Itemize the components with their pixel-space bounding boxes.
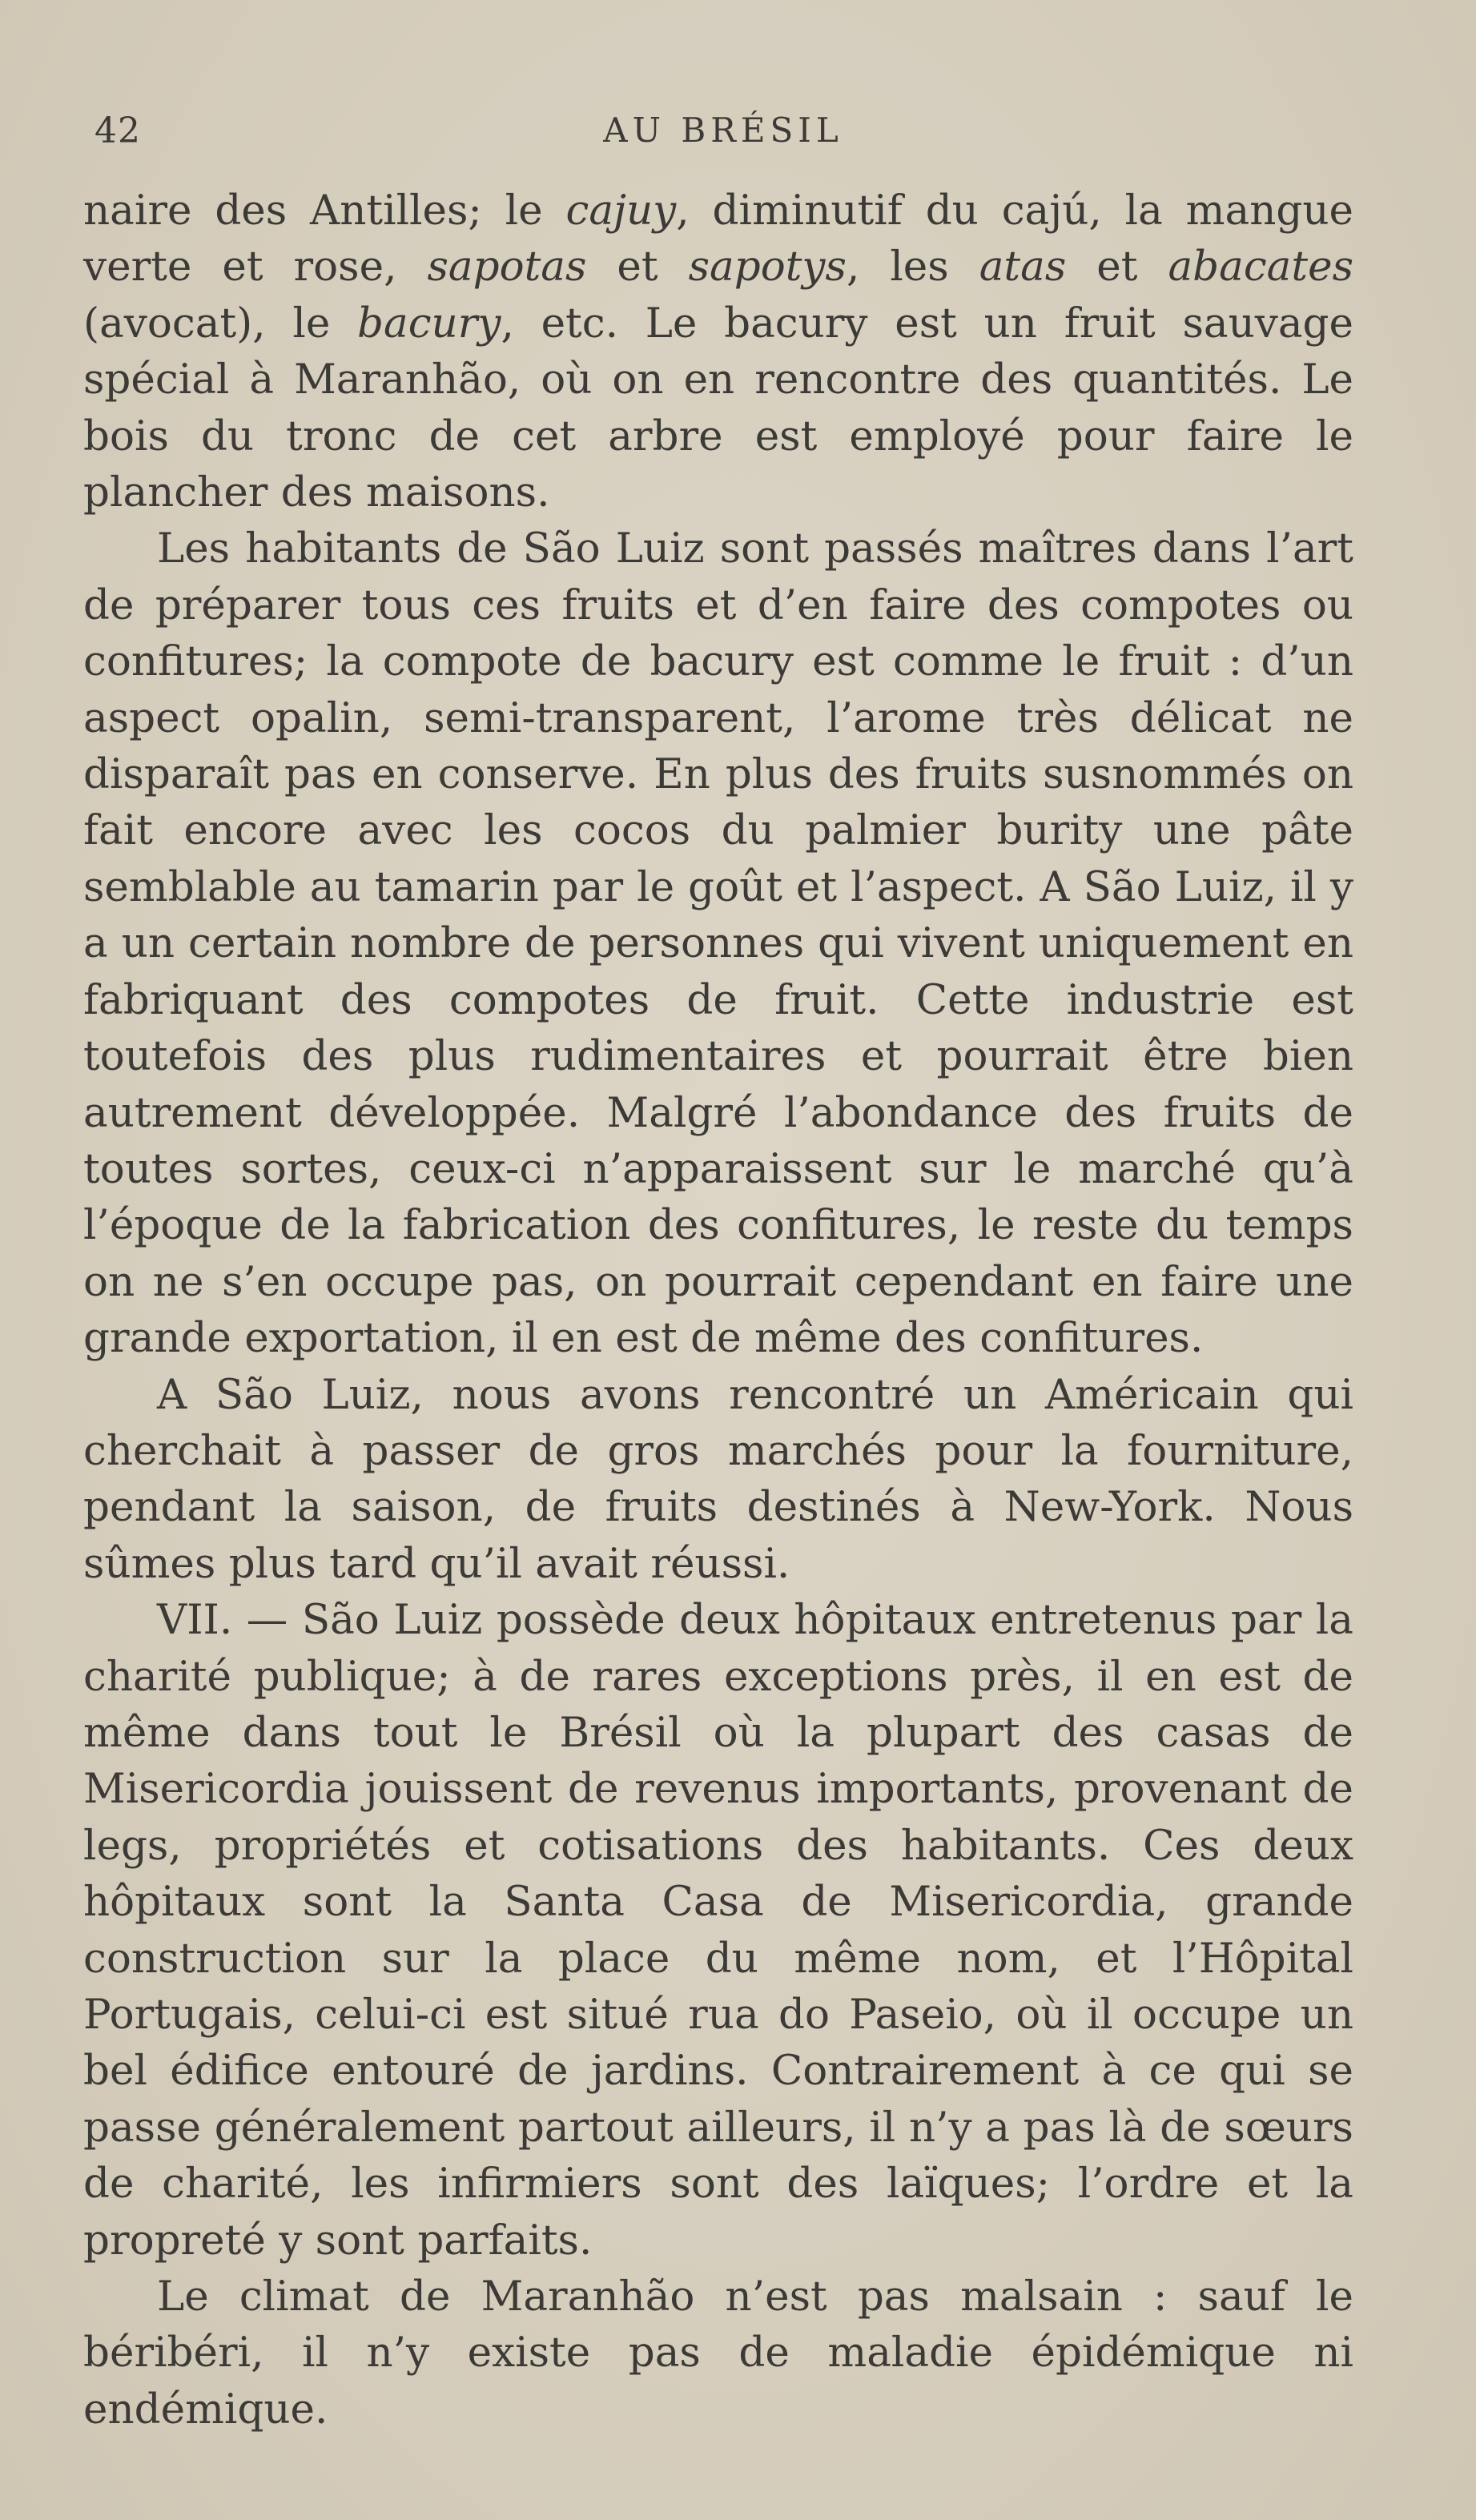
running-title: AU BRÉSIL [603, 111, 843, 150]
body-text [83, 183, 1353, 2438]
paragraph-2: Les habitants de São Luiz sont passés maîtres dans l’art de préparer tous ces fruits et d’en faire des compotes ou confitures; la compote de bacury est comme le fruit : d’un aspect opalin, semi-transparent, l’arome très délicat ne disparaît pas en conserve. En plus des fruits susnommés on fait encore avec les cocos du palmier burity une pâte semblable au tamarin par le goût et l’aspect. A São Luiz, il y a un certain nombre de personnes qui vivent uniquement en fabriquant des compotes de fruit. Cette industrie est toutefois des plus rudimentaires et pourrait être bien autrement développée. Malgré l’abondance des fruits de toutes sortes, ceux-ci n’apparaissent sur le marché qu’à l’époque de la fabrication des confitures, le reste du temps on ne s’en occupe pas, on pourrait cependant en faire une grande exportation, il en est de même des confitures. [83, 524, 1353, 1363]
paragraph-5: Le climat de Maranhão n’est pas malsain : sauf le béribéri, il n’y existe pas de maladie épidémique ni endémique. [83, 2273, 1353, 2434]
italic-term-abacates: abacates [1168, 243, 1353, 291]
italic-term-atas: atas [979, 243, 1067, 291]
page-number: 42 [95, 111, 141, 151]
paragraph-3: A São Luiz, nous avons rencontré un Américain qui cherchait à passer de gros marchés pour la fourniture, pendant la saison, de fruits destinés à New-York. Nous sûmes plus tard qu’il avait réussi. [83, 1370, 1353, 1588]
italic-term-bacury: bacury [357, 299, 501, 348]
paragraph-4: VII. — São Luiz possède deux hôpitaux entretenus par la charité publique; à de rares exceptions près, il en est de même dans tout le Brésil où la plupart des casas de Misericordia jouissent de revenus importants, provenant de legs, propriétés et cotisations des habitants. Ces deux hôpitaux sont la Santa Casa de Misericordia, grande construction sur la place du même nom, et l’Hôpital Portugais, celui-ci est situé rua do Paseio, où il occupe un bel édifice entouré de jardins. Contrairement à ce qui se passe généralement partout ailleurs, il n’y a pas là de sœurs de charité, les infirmiers sont des laïques; l’ordre et la propreté y sont parfaits. [83, 1596, 1353, 2265]
italic-term-sapotys: sapotys [688, 243, 847, 291]
running-head [95, 111, 1352, 159]
paragraph-1: naire des Antilles; le cajuy, diminutif du cajú, la mangue verte et rose, sapotas et sapotys, les atas et abacates (avocat), le bacury, etc. Le bacury est un fruit sauvage spécial à Maranhão, où on en rencontre des quantités. Le bois du tronc de cet arbre est employé pour faire le plancher des maisons. [83, 187, 1353, 517]
italic-term-cajuy: cajuy [565, 187, 677, 235]
italic-term-sapotas: sapotas [427, 243, 587, 291]
